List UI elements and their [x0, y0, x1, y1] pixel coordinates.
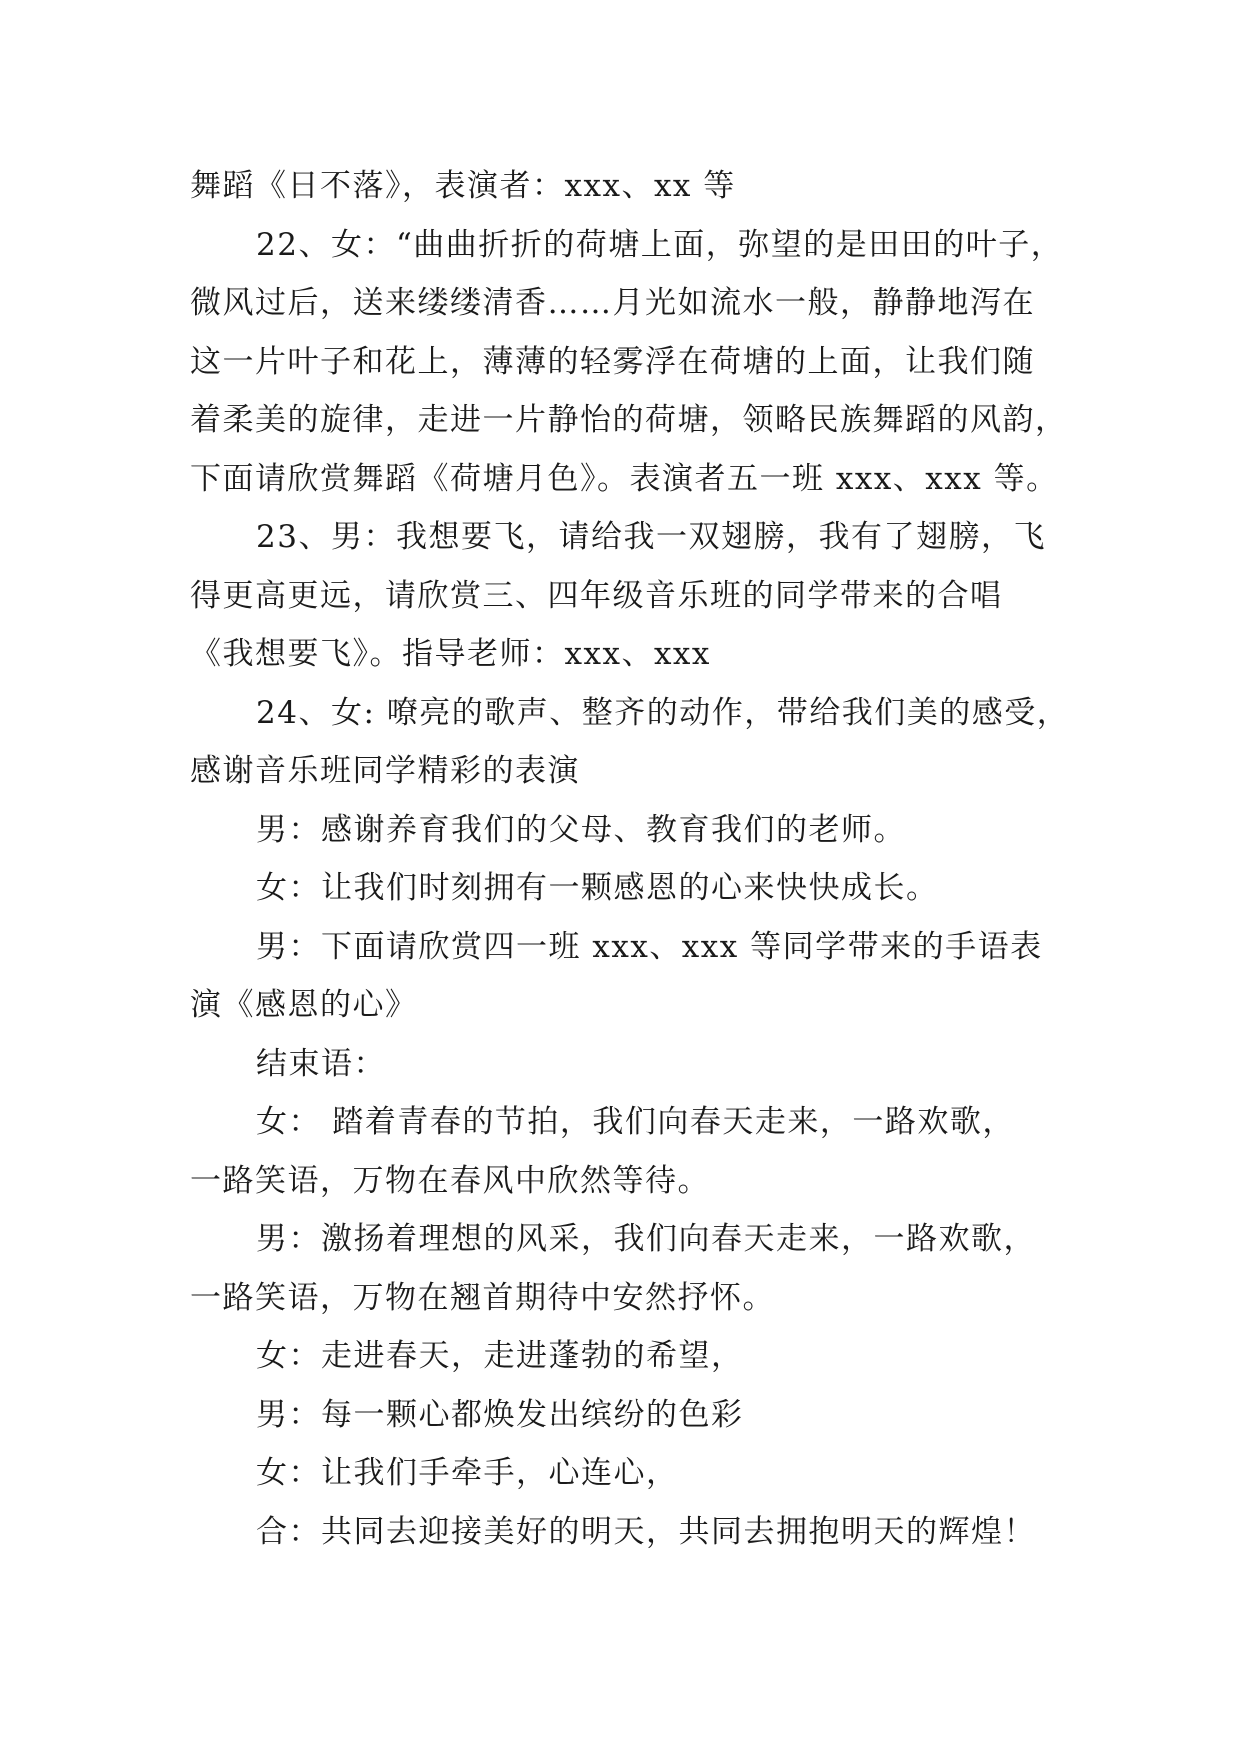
text-line: 一路笑语，万物在翘首期待中安然抒怀。: [190, 1279, 775, 1316]
text-line: 女：让我们手牵手，心连心，: [256, 1455, 679, 1491]
text-line: 《我想要飞》。指导老师：xxx、xxx: [190, 636, 711, 672]
text-line: 感谢音乐班同学精彩的表演: [190, 753, 580, 789]
document-body: [190, 157, 1070, 1561]
text-line: 这一片叶子和花上，薄薄的轻雾浮在荷塘的上面，让我们随: [190, 343, 1035, 380]
text-line: 微风过后，送来缕缕清香……月光如流水一般，静静地泻在: [190, 285, 1035, 321]
text-line: 23、男：我想要飞，请给我一双翅膀，我有了翅膀，飞: [256, 519, 1046, 555]
text-line: 女：走进春天，走进蓬勃的希望，: [256, 1338, 744, 1374]
text-line: 22、女：“曲曲折折的荷塘上面，弥望的是田田的叶子，: [256, 226, 1064, 263]
text-line: 舞蹈《日不落》，表演者：xxx、xx 等: [190, 168, 736, 204]
text-line: 男：下面请欣赏四一班 xxx、xxx 等同学带来的手语表: [256, 928, 1043, 965]
text-line: 演《感恩的心》: [190, 987, 418, 1023]
text-line: 男：感谢养育我们的父母、教育我们的老师。: [256, 811, 906, 848]
text-line: 男：激扬着理想的风采，我们向春天走来，一路欢歌，: [256, 1221, 1036, 1257]
text-line: 女：让我们时刻拥有一颗感恩的心来快快成长。: [256, 870, 939, 906]
closing-heading: 结束语：: [256, 1045, 386, 1082]
text-line: 着柔美的旋律，走进一片静怡的荷塘，领略民族舞蹈的风韵，: [190, 402, 1068, 438]
text-line: 女： 踏着青春的节拍，我们向春天走来，一路欢歌，: [256, 1104, 1015, 1140]
text-line: 一路笑语，万物在春风中欣然等待。: [190, 1162, 710, 1199]
text-line: 得更高更远，请欣赏三、四年级音乐班的同学带来的合唱: [190, 577, 1003, 614]
text-line: 合：共同去迎接美好的明天，共同去拥抱明天的辉煌！: [256, 1513, 1036, 1550]
text-line: 24、女: 嘹亮的歌声、整齐的动作，带给我们美的感受，: [256, 694, 1070, 731]
text-line: 男：每一颗心都焕发出缤纷的色彩: [256, 1396, 744, 1433]
text-line: 下面请欣赏舞蹈《荷塘月色》。表演者五一班 xxx、xxx 等。: [190, 460, 1059, 497]
